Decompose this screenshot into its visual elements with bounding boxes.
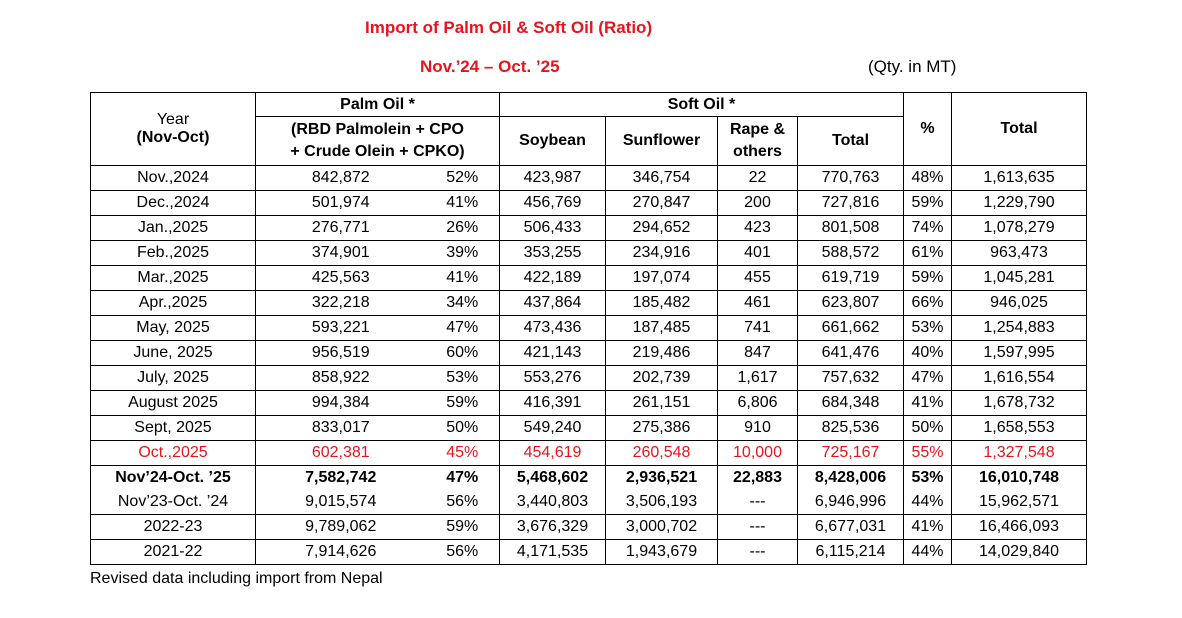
palm-oil-qty-cell: 276,771 — [256, 216, 426, 241]
table-row — [91, 241, 1087, 266]
rape-others-qty-cell: 741 — [718, 316, 798, 341]
palm-oil-qty-cell: 833,017 — [256, 416, 426, 441]
palm-oil-qty-cell: 7,582,742 — [256, 466, 426, 491]
rape-others-header: Rape & others — [718, 117, 798, 166]
grand-total-cell: 16,010,748 — [952, 466, 1087, 491]
rape-others-qty-cell: 1,617 — [718, 366, 798, 391]
rape-others-qty-cell: 910 — [718, 416, 798, 441]
palm-oil-qty-cell: 602,381 — [256, 441, 426, 466]
year-cell: Dec.,2024 — [91, 191, 256, 216]
palm-oil-pct-cell: 56% — [426, 490, 500, 515]
soft-oil-total-cell: 825,536 — [798, 416, 904, 441]
page-title: Import of Palm Oil & Soft Oil (Ratio) — [365, 18, 653, 37]
soybean-qty-cell: 421,143 — [500, 341, 606, 366]
table-row — [91, 341, 1087, 366]
table-row — [91, 441, 1087, 466]
soft-oil-total-cell: 6,677,031 — [798, 515, 904, 540]
rape-others-qty-cell: 22,883 — [718, 466, 798, 491]
soft-oil-pct-cell: 50% — [904, 416, 952, 441]
palm-oil-qty-cell: 9,789,062 — [256, 515, 426, 540]
soybean-qty-cell: 3,676,329 — [500, 515, 606, 540]
grand-total-cell: 14,029,840 — [952, 540, 1087, 565]
palm-oil-qty-cell: 593,221 — [256, 316, 426, 341]
table-row — [91, 316, 1087, 341]
table-body — [91, 166, 1087, 565]
soft-oil-pct-cell: 74% — [904, 216, 952, 241]
year-cell: Nov.,2024 — [91, 166, 256, 191]
palm-oil-composition: (RBD Palmolein + CPO + Crude Olein + CPKO) — [256, 117, 500, 166]
year-header: Year (Nov-Oct) — [91, 93, 256, 166]
soft-total-header: Total — [798, 117, 904, 166]
soft-oil-total-cell: 6,946,996 — [798, 490, 904, 515]
year-cell: Nov’23-Oct. ’24 — [91, 490, 256, 515]
palm-oil-qty-cell: 842,872 — [256, 166, 426, 191]
year-cell: July, 2025 — [91, 366, 256, 391]
rape-others-qty-cell: 200 — [718, 191, 798, 216]
soft-oil-total-cell: 725,167 — [798, 441, 904, 466]
import-table — [90, 92, 1087, 565]
palm-oil-qty-cell: 322,218 — [256, 291, 426, 316]
palm-oil-pct-cell: 45% — [426, 441, 500, 466]
grand-total-cell: 1,678,732 — [952, 391, 1087, 416]
grand-total-cell: 1,613,635 — [952, 166, 1087, 191]
rape-others-qty-cell: --- — [718, 515, 798, 540]
table-row — [91, 490, 1087, 515]
soft-oil-total-cell: 6,115,214 — [798, 540, 904, 565]
year-cell: 2021-22 — [91, 540, 256, 565]
soybean-qty-cell: 473,436 — [500, 316, 606, 341]
palm-oil-qty-cell: 858,922 — [256, 366, 426, 391]
soft-oil-pct-cell: 47% — [904, 366, 952, 391]
table-row — [91, 166, 1087, 191]
grand-total-cell: 1,597,995 — [952, 341, 1087, 366]
palm-oil-pct-cell: 39% — [426, 241, 500, 266]
palm-oil-qty-cell: 425,563 — [256, 266, 426, 291]
sunflower-qty-cell: 294,652 — [606, 216, 718, 241]
soft-oil-pct-cell: 44% — [904, 540, 952, 565]
palm-oil-qty-cell: 374,901 — [256, 241, 426, 266]
palm-oil-pct-cell: 60% — [426, 341, 500, 366]
palm-oil-pct-cell: 41% — [426, 266, 500, 291]
soft-pct-header: % — [904, 93, 952, 166]
grand-total-cell: 16,466,093 — [952, 515, 1087, 540]
table-row — [91, 466, 1087, 491]
sunflower-qty-cell: 270,847 — [606, 191, 718, 216]
palm-oil-pct-cell: 56% — [426, 540, 500, 565]
soft-oil-pct-cell: 61% — [904, 241, 952, 266]
soybean-qty-cell: 3,440,803 — [500, 490, 606, 515]
grand-total-cell: 15,962,571 — [952, 490, 1087, 515]
sunflower-qty-cell: 346,754 — [606, 166, 718, 191]
rape-others-qty-cell: --- — [718, 540, 798, 565]
soybean-qty-cell: 454,619 — [500, 441, 606, 466]
soft-oil-pct-cell: 53% — [904, 466, 952, 491]
soft-oil-pct-cell: 41% — [904, 391, 952, 416]
year-cell: Jan.,2025 — [91, 216, 256, 241]
soft-oil-total-cell: 588,572 — [798, 241, 904, 266]
palm-oil-qty-cell: 7,914,626 — [256, 540, 426, 565]
grand-total-cell: 946,025 — [952, 291, 1087, 316]
soybean-qty-cell: 5,468,602 — [500, 466, 606, 491]
sunflower-qty-cell: 1,943,679 — [606, 540, 718, 565]
sunflower-qty-cell: 234,916 — [606, 241, 718, 266]
year-cell: Feb.,2025 — [91, 241, 256, 266]
table-row — [91, 540, 1087, 565]
soybean-qty-cell: 416,391 — [500, 391, 606, 416]
palm-oil-pct-cell: 26% — [426, 216, 500, 241]
soft-oil-header: Soft Oil * — [500, 93, 904, 117]
table-row — [91, 366, 1087, 391]
rape-others-qty-cell: 10,000 — [718, 441, 798, 466]
soybean-header: Soybean — [500, 117, 606, 166]
sunflower-qty-cell: 2,936,521 — [606, 466, 718, 491]
rape-others-qty-cell: --- — [718, 490, 798, 515]
sunflower-qty-cell: 219,486 — [606, 341, 718, 366]
soybean-qty-cell: 423,987 — [500, 166, 606, 191]
quantity-unit: (Qty. in MT) — [868, 57, 957, 76]
year-cell: Mar.,2025 — [91, 266, 256, 291]
grand-total-cell: 963,473 — [952, 241, 1087, 266]
soft-oil-pct-cell: 53% — [904, 316, 952, 341]
soft-oil-pct-cell: 59% — [904, 191, 952, 216]
sunflower-qty-cell: 197,074 — [606, 266, 718, 291]
soft-oil-pct-cell: 41% — [904, 515, 952, 540]
palm-oil-qty-cell: 9,015,574 — [256, 490, 426, 515]
soft-oil-total-cell: 684,348 — [798, 391, 904, 416]
palm-oil-qty-cell: 994,384 — [256, 391, 426, 416]
soybean-qty-cell: 506,433 — [500, 216, 606, 241]
rape-others-qty-cell: 6,806 — [718, 391, 798, 416]
rape-others-qty-cell: 461 — [718, 291, 798, 316]
table-row — [91, 391, 1087, 416]
table-row — [91, 216, 1087, 241]
soft-oil-pct-cell: 44% — [904, 490, 952, 515]
soybean-qty-cell: 549,240 — [500, 416, 606, 441]
year-cell: Nov’24-Oct. ’25 — [91, 466, 256, 491]
rape-others-qty-cell: 455 — [718, 266, 798, 291]
palm-oil-pct-cell: 52% — [426, 166, 500, 191]
grand-total-cell: 1,616,554 — [952, 366, 1087, 391]
soft-oil-pct-cell: 48% — [904, 166, 952, 191]
palm-oil-pct-cell: 59% — [426, 515, 500, 540]
soft-oil-pct-cell: 66% — [904, 291, 952, 316]
table-row — [91, 515, 1087, 540]
sunflower-qty-cell: 260,548 — [606, 441, 718, 466]
grand-total-header: Total — [952, 93, 1087, 166]
palm-oil-pct-cell: 34% — [426, 291, 500, 316]
period-subtitle: Nov.’24 – Oct. ’25 — [420, 57, 560, 76]
grand-total-cell: 1,078,279 — [952, 216, 1087, 241]
table-row — [91, 416, 1087, 441]
sunflower-qty-cell: 3,000,702 — [606, 515, 718, 540]
sunflower-qty-cell: 3,506,193 — [606, 490, 718, 515]
soybean-qty-cell: 4,171,535 — [500, 540, 606, 565]
year-cell: May, 2025 — [91, 316, 256, 341]
rape-others-qty-cell: 22 — [718, 166, 798, 191]
soft-oil-pct-cell: 40% — [904, 341, 952, 366]
soft-oil-total-cell: 727,816 — [798, 191, 904, 216]
year-cell: Sept, 2025 — [91, 416, 256, 441]
palm-oil-pct-cell: 47% — [426, 316, 500, 341]
soft-oil-total-cell: 8,428,006 — [798, 466, 904, 491]
year-cell: June, 2025 — [91, 341, 256, 366]
palm-oil-header: Palm Oil * — [256, 93, 500, 117]
soybean-qty-cell: 437,864 — [500, 291, 606, 316]
rape-others-qty-cell: 847 — [718, 341, 798, 366]
soft-oil-total-cell: 801,508 — [798, 216, 904, 241]
soft-oil-pct-cell: 55% — [904, 441, 952, 466]
palm-oil-pct-cell: 47% — [426, 466, 500, 491]
palm-oil-pct-cell: 53% — [426, 366, 500, 391]
soft-oil-total-cell: 757,632 — [798, 366, 904, 391]
sunflower-qty-cell: 275,386 — [606, 416, 718, 441]
table-row — [91, 266, 1087, 291]
grand-total-cell: 1,045,281 — [952, 266, 1087, 291]
soybean-qty-cell: 553,276 — [500, 366, 606, 391]
table-row — [91, 291, 1087, 316]
palm-oil-qty-cell: 501,974 — [256, 191, 426, 216]
sunflower-qty-cell: 202,739 — [606, 366, 718, 391]
palm-oil-pct-cell: 50% — [426, 416, 500, 441]
grand-total-cell: 1,327,548 — [952, 441, 1087, 466]
year-cell: 2022-23 — [91, 515, 256, 540]
grand-total-cell: 1,229,790 — [952, 191, 1087, 216]
footnote: Revised data including import from Nepal — [90, 570, 383, 587]
table-row — [91, 191, 1087, 216]
soft-oil-total-cell: 623,807 — [798, 291, 904, 316]
rape-others-qty-cell: 401 — [718, 241, 798, 266]
sunflower-qty-cell: 261,151 — [606, 391, 718, 416]
soft-oil-total-cell: 619,719 — [798, 266, 904, 291]
year-cell: Apr.,2025 — [91, 291, 256, 316]
grand-total-cell: 1,658,553 — [952, 416, 1087, 441]
sunflower-header: Sunflower — [606, 117, 718, 166]
sunflower-qty-cell: 185,482 — [606, 291, 718, 316]
palm-oil-pct-cell: 59% — [426, 391, 500, 416]
soft-oil-total-cell: 661,662 — [798, 316, 904, 341]
soybean-qty-cell: 456,769 — [500, 191, 606, 216]
soybean-qty-cell: 422,189 — [500, 266, 606, 291]
soft-oil-total-cell: 641,476 — [798, 341, 904, 366]
soft-oil-total-cell: 770,763 — [798, 166, 904, 191]
year-cell: Oct.,2025 — [91, 441, 256, 466]
soft-oil-pct-cell: 59% — [904, 266, 952, 291]
rape-others-qty-cell: 423 — [718, 216, 798, 241]
grand-total-cell: 1,254,883 — [952, 316, 1087, 341]
sunflower-qty-cell: 187,485 — [606, 316, 718, 341]
palm-oil-pct-cell: 41% — [426, 191, 500, 216]
palm-oil-qty-cell: 956,519 — [256, 341, 426, 366]
year-cell: August 2025 — [91, 391, 256, 416]
soybean-qty-cell: 353,255 — [500, 241, 606, 266]
